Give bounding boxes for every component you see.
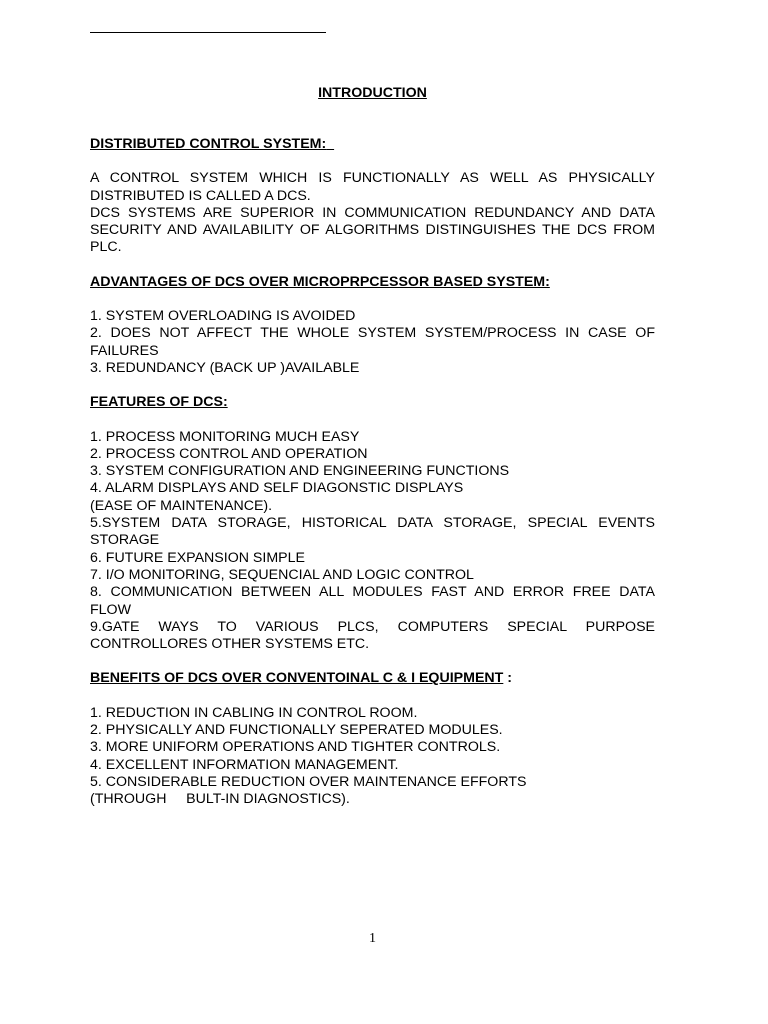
section-heading-benefits-suffix: : — [503, 670, 512, 687]
list-item: 7. I/O MONITORING, SEQUENCIAL AND LOGIC CONTROL — [90, 566, 474, 583]
list-item: 2. PROCESS CONTROL AND OPERATION — [90, 445, 368, 462]
page-title: INTRODUCTION — [318, 85, 427, 101]
list-item: 4. ALARM DISPLAYS AND SELF DIAGONSTIC DISPLAYS — [90, 480, 464, 497]
section-heading-features-text: FEATURES OF DCS: — [90, 394, 228, 411]
benefits-list — [90, 705, 655, 809]
page-content — [90, 85, 655, 809]
section-heading-advantages-text: ADVANTAGES OF DCS OVER MICROPRPCESSOR BASED SYSTEM: — [90, 273, 550, 290]
list-item: 1. SYSTEM OVERLOADING IS AVOIDED — [90, 308, 356, 325]
list-item: 3. REDUNDANCY (BACK UP )AVAILABLE — [90, 359, 360, 376]
list-item: 3. SYSTEM CONFIGURATION AND ENGINEERING FUNCTIONS — [90, 463, 510, 480]
dcs-superiority-paragraph: DCS SYSTEMS ARE SUPERIOR IN COMMUNICATION REDUNDANCY AND DATA SECURITY AND AVAILABILITY OF ALGORITHMS DISTINGUISHES THE DCS FROM PLC. — [90, 204, 655, 256]
list-item: 6. FUTURE EXPANSION SIMPLE — [90, 549, 305, 566]
list-item: 3. MORE UNIFORM OPERATIONS AND TIGHTER CONTROLS. — [90, 739, 501, 756]
section-heading-features — [90, 394, 655, 411]
header-rule — [90, 32, 326, 33]
dcs-definition-paragraph: A CONTROL SYSTEM WHICH IS FUNCTIONALLY AS WELL AS PHYSICALLY DISTRIBUTED IS CALLED A DCS. — [90, 170, 655, 204]
list-item: 1. REDUCTION IN CABLING IN CONTROL ROOM. — [90, 704, 418, 721]
list-item: 2. PHYSICALLY AND FUNCTIONALLY SEPERATED MODULES. — [90, 722, 503, 739]
list-item: 4. EXCELLENT INFORMATION MANAGEMENT. — [90, 756, 399, 773]
list-item: 5.SYSTEM DATA STORAGE, HISTORICAL DATA STORAGE, SPECIAL EVENTS STORAGE — [90, 515, 655, 549]
list-item: 9.GATE WAYS TO VARIOUS PLCS, COMPUTERS SPECIAL PURPOSE CONTROLLORES OTHER SYSTEMS ETC. — [90, 618, 655, 653]
page-number: 1 — [369, 931, 376, 946]
section-heading-dcs — [90, 136, 655, 153]
list-item: 5. CONSIDERABLE REDUCTION OVER MAINTENANCE EFFORTS — [90, 773, 527, 790]
list-item: (EASE OF MAINTENANCE). — [90, 497, 273, 514]
section-heading-benefits — [90, 670, 655, 687]
list-item: (THROUGH BULT-IN DIAGNOSTICS). — [90, 791, 350, 808]
section-heading-benefits-text: BENEFITS OF DCS OVER CONVENTOINAL C & I EQUIPMENT — [90, 670, 504, 687]
list-item: 2. DOES NOT AFFECT THE WHOLE SYSTEM SYSTEM/PROCESS IN CASE OF FAILURES — [90, 325, 655, 359]
section-heading-advantages — [90, 274, 655, 291]
features-list — [90, 429, 655, 654]
section-heading-dcs-text: DISTRIBUTED CONTROL SYSTEM: — [90, 136, 327, 152]
list-item: 8. COMMUNICATION BETWEEN ALL MODULES FAST AND ERROR FREE DATA FLOW — [90, 584, 655, 618]
advantages-list — [90, 308, 655, 377]
list-item: 1. PROCESS MONITORING MUCH EASY — [90, 428, 360, 445]
